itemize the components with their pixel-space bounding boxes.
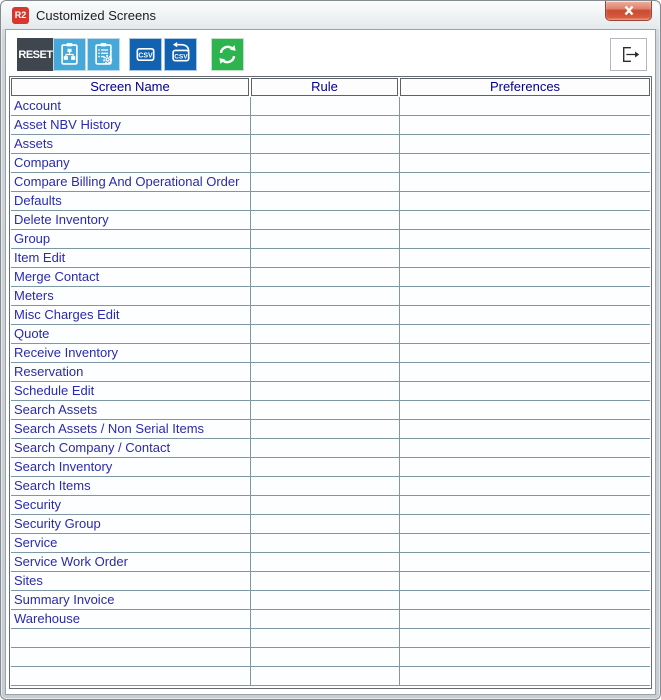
rule-cell[interactable] [251, 211, 400, 229]
screen-name-cell[interactable] [11, 667, 251, 685]
preferences-cell[interactable] [400, 572, 650, 590]
screens-table [9, 76, 652, 689]
screen-name-cell[interactable]: Search Assets / Non Serial Items [11, 420, 251, 438]
table-row[interactable] [11, 629, 650, 648]
screen-name-cell[interactable]: Item Edit [11, 249, 251, 267]
preferences-cell[interactable] [400, 553, 650, 571]
screen-preferences-button[interactable] [87, 38, 120, 71]
close-button[interactable] [605, 1, 652, 21]
table-row[interactable] [11, 249, 650, 268]
titlebar [2, 1, 659, 29]
table-row[interactable] [11, 382, 650, 401]
table-row[interactable] [11, 325, 650, 344]
preferences-cell[interactable] [400, 116, 650, 134]
table-row[interactable] [11, 420, 650, 439]
table-row[interactable] [11, 458, 650, 477]
table-row[interactable] [11, 306, 650, 325]
close-icon [622, 5, 636, 17]
screen-name-cell[interactable]: Search Assets [11, 401, 251, 419]
table-row[interactable] [11, 648, 650, 667]
rule-cell[interactable] [251, 116, 400, 134]
table-row[interactable] [11, 135, 650, 154]
rule-cell[interactable] [251, 458, 400, 476]
table-row[interactable] [11, 477, 650, 496]
preferences-cell[interactable] [400, 439, 650, 457]
rule-cell[interactable] [251, 344, 400, 362]
preferences-cell[interactable] [400, 591, 650, 609]
preferences-cell[interactable] [400, 287, 650, 305]
rule-cell[interactable] [251, 382, 400, 400]
screen-name-cell[interactable]: Security Group [11, 515, 251, 533]
preferences-cell[interactable] [400, 363, 650, 381]
table-row[interactable] [11, 515, 650, 534]
rule-cell[interactable] [251, 97, 400, 115]
rule-cell[interactable] [251, 363, 400, 381]
rule-cell[interactable] [251, 572, 400, 590]
rule-cell[interactable] [251, 629, 400, 647]
screen-name-cell[interactable]: Quote [11, 325, 251, 343]
rule-cell[interactable] [251, 496, 400, 514]
screen-name-cell[interactable]: Asset NBV History [11, 116, 251, 134]
table-row[interactable] [11, 344, 650, 363]
screen-name-cell[interactable] [11, 648, 251, 666]
column-header-screen-name[interactable]: Screen Name [11, 78, 249, 96]
preferences-cell[interactable] [400, 97, 650, 115]
table-row[interactable] [11, 192, 650, 211]
screen-name-cell[interactable]: Sites [11, 572, 251, 590]
screen-rule-button[interactable] [53, 38, 86, 71]
table-row[interactable] [11, 211, 650, 230]
table-row[interactable] [11, 97, 650, 116]
table-body [11, 97, 650, 686]
csv-icon [132, 41, 159, 68]
svg-text:CSV: CSV [174, 53, 188, 61]
window-title: Customized Screens [36, 7, 156, 23]
preferences-cell[interactable] [400, 401, 650, 419]
screen-name-cell[interactable]: Misc Charges Edit [11, 306, 251, 324]
preferences-cell[interactable] [400, 648, 650, 666]
screen-name-cell[interactable]: Defaults [11, 192, 251, 210]
rule-cell[interactable] [251, 249, 400, 267]
screen-name-cell[interactable]: Security [11, 496, 251, 514]
rule-cell[interactable] [251, 401, 400, 419]
rule-cell[interactable] [251, 420, 400, 438]
preferences-cell[interactable] [400, 306, 650, 324]
screen-name-cell[interactable]: Assets [11, 135, 251, 153]
toolbar [6, 30, 655, 75]
preferences-cell[interactable] [400, 382, 650, 400]
clipboard-hierarchy-icon [56, 41, 83, 68]
table-header [11, 78, 650, 96]
preferences-cell[interactable] [400, 135, 650, 153]
preferences-cell[interactable] [400, 268, 650, 286]
rule-cell[interactable] [251, 287, 400, 305]
preferences-cell[interactable] [400, 420, 650, 438]
rule-cell[interactable] [251, 325, 400, 343]
app-icon: R2 [12, 7, 29, 24]
rule-cell[interactable] [251, 154, 400, 172]
preferences-cell[interactable] [400, 211, 650, 229]
rule-cell[interactable] [251, 306, 400, 324]
screen-name-cell[interactable]: Search Inventory [11, 458, 251, 476]
table-row[interactable] [11, 667, 650, 686]
preferences-cell[interactable] [400, 515, 650, 533]
screen-name-cell[interactable]: Delete Inventory [11, 211, 251, 229]
rule-cell[interactable] [251, 610, 400, 628]
rule-cell[interactable] [251, 135, 400, 153]
screen-name-cell[interactable] [11, 629, 251, 647]
preferences-cell[interactable] [400, 230, 650, 248]
preferences-cell[interactable] [400, 477, 650, 495]
preferences-cell[interactable] [400, 154, 650, 172]
table-row[interactable] [11, 496, 650, 515]
client-area [5, 29, 656, 695]
screen-name-cell[interactable]: Service Work Order [11, 553, 251, 571]
screen-name-cell[interactable]: Receive Inventory [11, 344, 251, 362]
rule-cell[interactable] [251, 268, 400, 286]
svg-text:CSV: CSV [138, 52, 153, 60]
screen-name-cell[interactable]: Search Items [11, 477, 251, 495]
preferences-cell[interactable] [400, 496, 650, 514]
screen-name-cell[interactable]: Account [11, 97, 251, 115]
reset-button[interactable]: RESET [17, 38, 54, 71]
table-row[interactable] [11, 230, 650, 249]
rule-cell[interactable] [251, 173, 400, 191]
rule-cell[interactable] [251, 648, 400, 666]
preferences-cell[interactable] [400, 325, 650, 343]
refresh-icon [214, 41, 241, 68]
preferences-cell[interactable] [400, 344, 650, 362]
rule-cell[interactable] [251, 477, 400, 495]
table-row[interactable] [11, 173, 650, 192]
clipboard-gear-icon [90, 41, 117, 68]
rule-cell[interactable] [251, 192, 400, 210]
table-row[interactable] [11, 572, 650, 591]
table-row[interactable] [11, 591, 650, 610]
table-row[interactable] [11, 439, 650, 458]
table-row[interactable] [11, 154, 650, 173]
table-row[interactable] [11, 287, 650, 306]
screen-name-cell[interactable]: Merge Contact [11, 268, 251, 286]
screen-name-cell[interactable]: Meters [11, 287, 251, 305]
screen-name-cell[interactable]: Group [11, 230, 251, 248]
preferences-cell[interactable] [400, 458, 650, 476]
import-csv-button[interactable] [164, 38, 197, 71]
rule-cell[interactable] [251, 534, 400, 552]
preferences-cell[interactable] [400, 629, 650, 647]
rule-cell[interactable] [251, 667, 400, 685]
csv-arrow-icon [167, 41, 194, 68]
preferences-cell[interactable] [400, 173, 650, 191]
preferences-cell[interactable] [400, 192, 650, 210]
exit-button[interactable] [610, 38, 647, 71]
screen-name-cell[interactable]: Service [11, 534, 251, 552]
rule-cell[interactable] [251, 553, 400, 571]
table-row[interactable] [11, 116, 650, 135]
screen-name-cell[interactable]: Company [11, 154, 251, 172]
table-row[interactable] [11, 610, 650, 629]
screen-name-cell[interactable]: Summary Invoice [11, 591, 251, 609]
screen-name-cell[interactable]: Schedule Edit [11, 382, 251, 400]
exit-icon [615, 41, 643, 68]
column-header-rule[interactable]: Rule [251, 78, 398, 96]
screen-name-cell[interactable]: Compare Billing And Operational Order [11, 173, 251, 191]
table-row[interactable] [11, 401, 650, 420]
refresh-button[interactable] [211, 38, 244, 71]
column-header-preferences[interactable]: Preferences [400, 78, 650, 96]
export-csv-button[interactable] [129, 38, 162, 71]
preferences-cell[interactable] [400, 610, 650, 628]
rule-cell[interactable] [251, 515, 400, 533]
rule-cell[interactable] [251, 591, 400, 609]
rule-cell[interactable] [251, 439, 400, 457]
preferences-cell[interactable] [400, 534, 650, 552]
screen-name-cell[interactable]: Search Company / Contact [11, 439, 251, 457]
table-row[interactable] [11, 363, 650, 382]
rule-cell[interactable] [251, 230, 400, 248]
preferences-cell[interactable] [400, 249, 650, 267]
table-row[interactable] [11, 534, 650, 553]
screen-name-cell[interactable]: Reservation [11, 363, 251, 381]
screen-name-cell[interactable]: Warehouse [11, 610, 251, 628]
table-row[interactable] [11, 553, 650, 572]
preferences-cell[interactable] [400, 667, 650, 685]
table-row[interactable] [11, 268, 650, 287]
